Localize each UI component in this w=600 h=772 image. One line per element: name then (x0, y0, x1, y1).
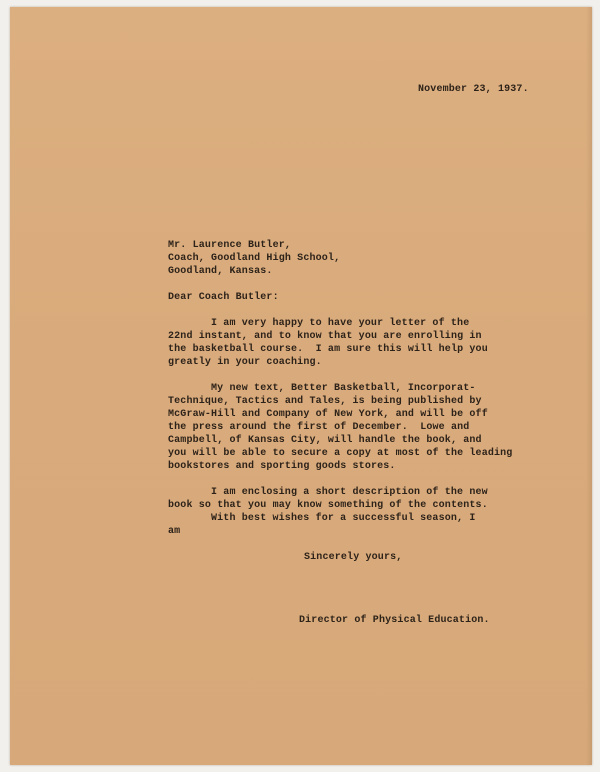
paragraph2-line: Campbell, of Kansas City, will handle the book, and (168, 435, 482, 446)
paragraph1-line: the basketball course. I am sure this will help you (168, 344, 488, 355)
salutation: Dear Coach Butler: (168, 292, 279, 303)
paragraph4-line: am (168, 526, 181, 537)
letter-date: November 23, 1937. (418, 84, 529, 95)
paragraph2-line: McGraw-Hill and Company of New York, and will be off (168, 409, 488, 420)
paragraph4-line: With best wishes for a successful season, I (211, 513, 476, 524)
closing: Sincerely yours, (304, 552, 403, 563)
paper-edge-shade (586, 7, 592, 765)
paragraph2-line: Technique, Tactics and Tales, is being published by (168, 396, 482, 407)
recipient-name: Mr. Laurence Butler, (168, 240, 292, 251)
recipient-city: Goodland, Kansas. (168, 266, 273, 277)
paragraph2-line: bookstores and sporting goods stores. (168, 461, 396, 472)
paragraph1-line: greatly in your coaching. (168, 357, 322, 368)
recipient-title: Coach, Goodland High School, (168, 253, 341, 264)
paragraph2-line: the press around the first of December. Lowe and (168, 422, 470, 433)
signature-title: Director of Physical Education. (299, 615, 490, 626)
paragraph1-line: I am very happy to have your letter of the (211, 318, 470, 329)
paragraph2-line: you will be able to secure a copy at most of the leading (168, 448, 513, 459)
paragraph2-line: My new text, Better Basketball, Incorporat- (211, 383, 476, 394)
paragraph3-line: book so that you may know something of the contents. (168, 500, 488, 511)
paragraph1-line: 22nd instant, and to know that you are enrolling in (168, 331, 482, 342)
letter-page (10, 7, 592, 765)
paragraph3-line: I am enclosing a short description of the new (211, 487, 488, 498)
